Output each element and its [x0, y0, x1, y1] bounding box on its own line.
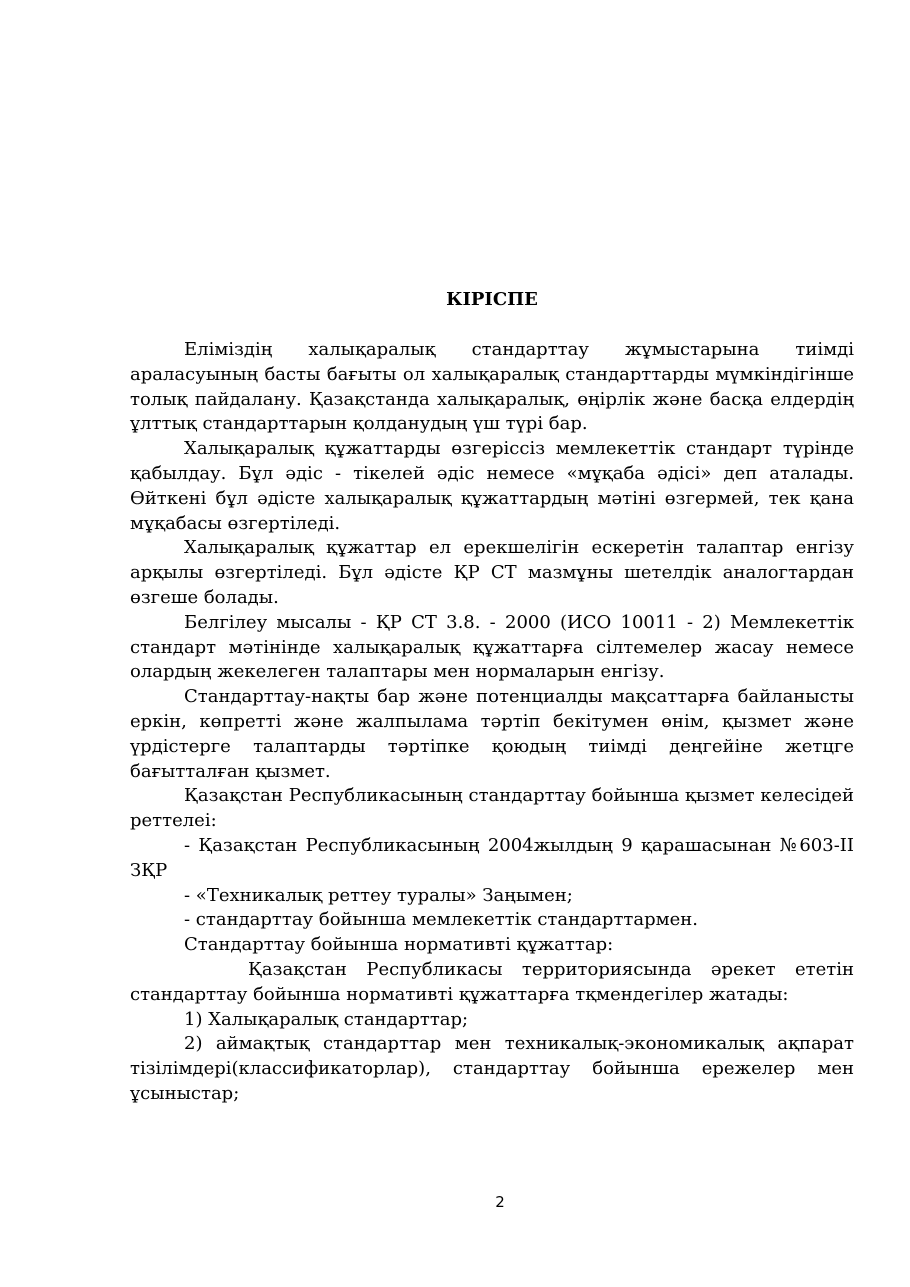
page-title: КІРІСПЕ — [446, 289, 538, 310]
paragraph-method-1: Халықаралық құжаттарды өзгеріссіз мемлекеттік стандарт түрінде қабылдау. Бұл әдіс - тікелей әдіс немесе «мұқаба әдісі» деп аталады. Өйткені бұл әдісте халықаралық құжаттардың мәтіні өзгермей, тек қана мұқабасы өзгертіледі. — [130, 438, 854, 534]
paragraph-normative-docs: Стандарттау бойынша нормативті құжаттар: — [184, 934, 614, 956]
list-item-state-standards: - стандарттау бойынша мемлекеттік стандарттармен. — [184, 909, 698, 931]
body-text — [130, 338, 854, 1107]
paragraph-example: Белгілеу мысалы - ҚР СТ 3.8. - 2000 (ИСО 10011 - 2) Мемлекеттік стандарт мәтінінде халықаралық құжаттарға сілтемелер жасау немесе олардың жекелеген талаптары мен нормаларын енгізу. — [130, 611, 854, 683]
list-item-international-standards: 1) Халықаралық стандарттар; — [184, 1008, 469, 1030]
paragraph-intro: Еліміздің халықаралық стандарттау жұмыстарына тиімді араласуының басты бағыты ол халықаралық стандарттарды мүмкіндігінше толық пайдалану. Қазақстанда халықаралық, өңірлік және басқа елдердің ұлттық стандарттарын қолданудың үш түрі бар. — [130, 339, 854, 435]
list-item-law-number: - Қазақстан Республикасының 2004жылдың 9 қарашасынан №603-ІІ ЗҚР — [130, 834, 854, 881]
paragraph-method-2: Халықаралық құжаттар ел ерекшелігін ескеретін талаптар енгізу арқылы өзгертіледі. Бұл әдісте ҚР СТ мазмұны шетелдік аналогтардан өзгеше болады. — [130, 537, 854, 608]
page-number: 2 — [495, 1193, 505, 1211]
list-item-regional-standards: 2) аймақтық стандарттар мен техникалық-экономикалық ақпарат тізілімдері(классификаторлар), стандарттау бойынша ережелер мен ұсыныстар; — [130, 1033, 854, 1104]
paragraph-definition: Стандарттау-нақты бар және потенциалды мақсаттарға байланысты еркін, көпретті және жалпылама тәртіп бекітумен өнім, қызмет және үрдістерге талаптарды тәртіпке қоюдың тиімді деңгейіне жетцге бағытталған қызмет. — [130, 686, 854, 782]
paragraph-normative-list-intro: Қазақстан Республикасы территориясында әрекет ететін стандарттау бойынша нормативті құжаттарға тқмендегілер жатады: — [130, 958, 854, 1005]
paragraph-regulation: Қазақстан Республикасының стандарттау бойынша қызмет келесідей реттелеі: — [130, 785, 854, 832]
list-item-law-title: - «Техникалық реттеу туралы» Заңымен; — [184, 884, 573, 906]
